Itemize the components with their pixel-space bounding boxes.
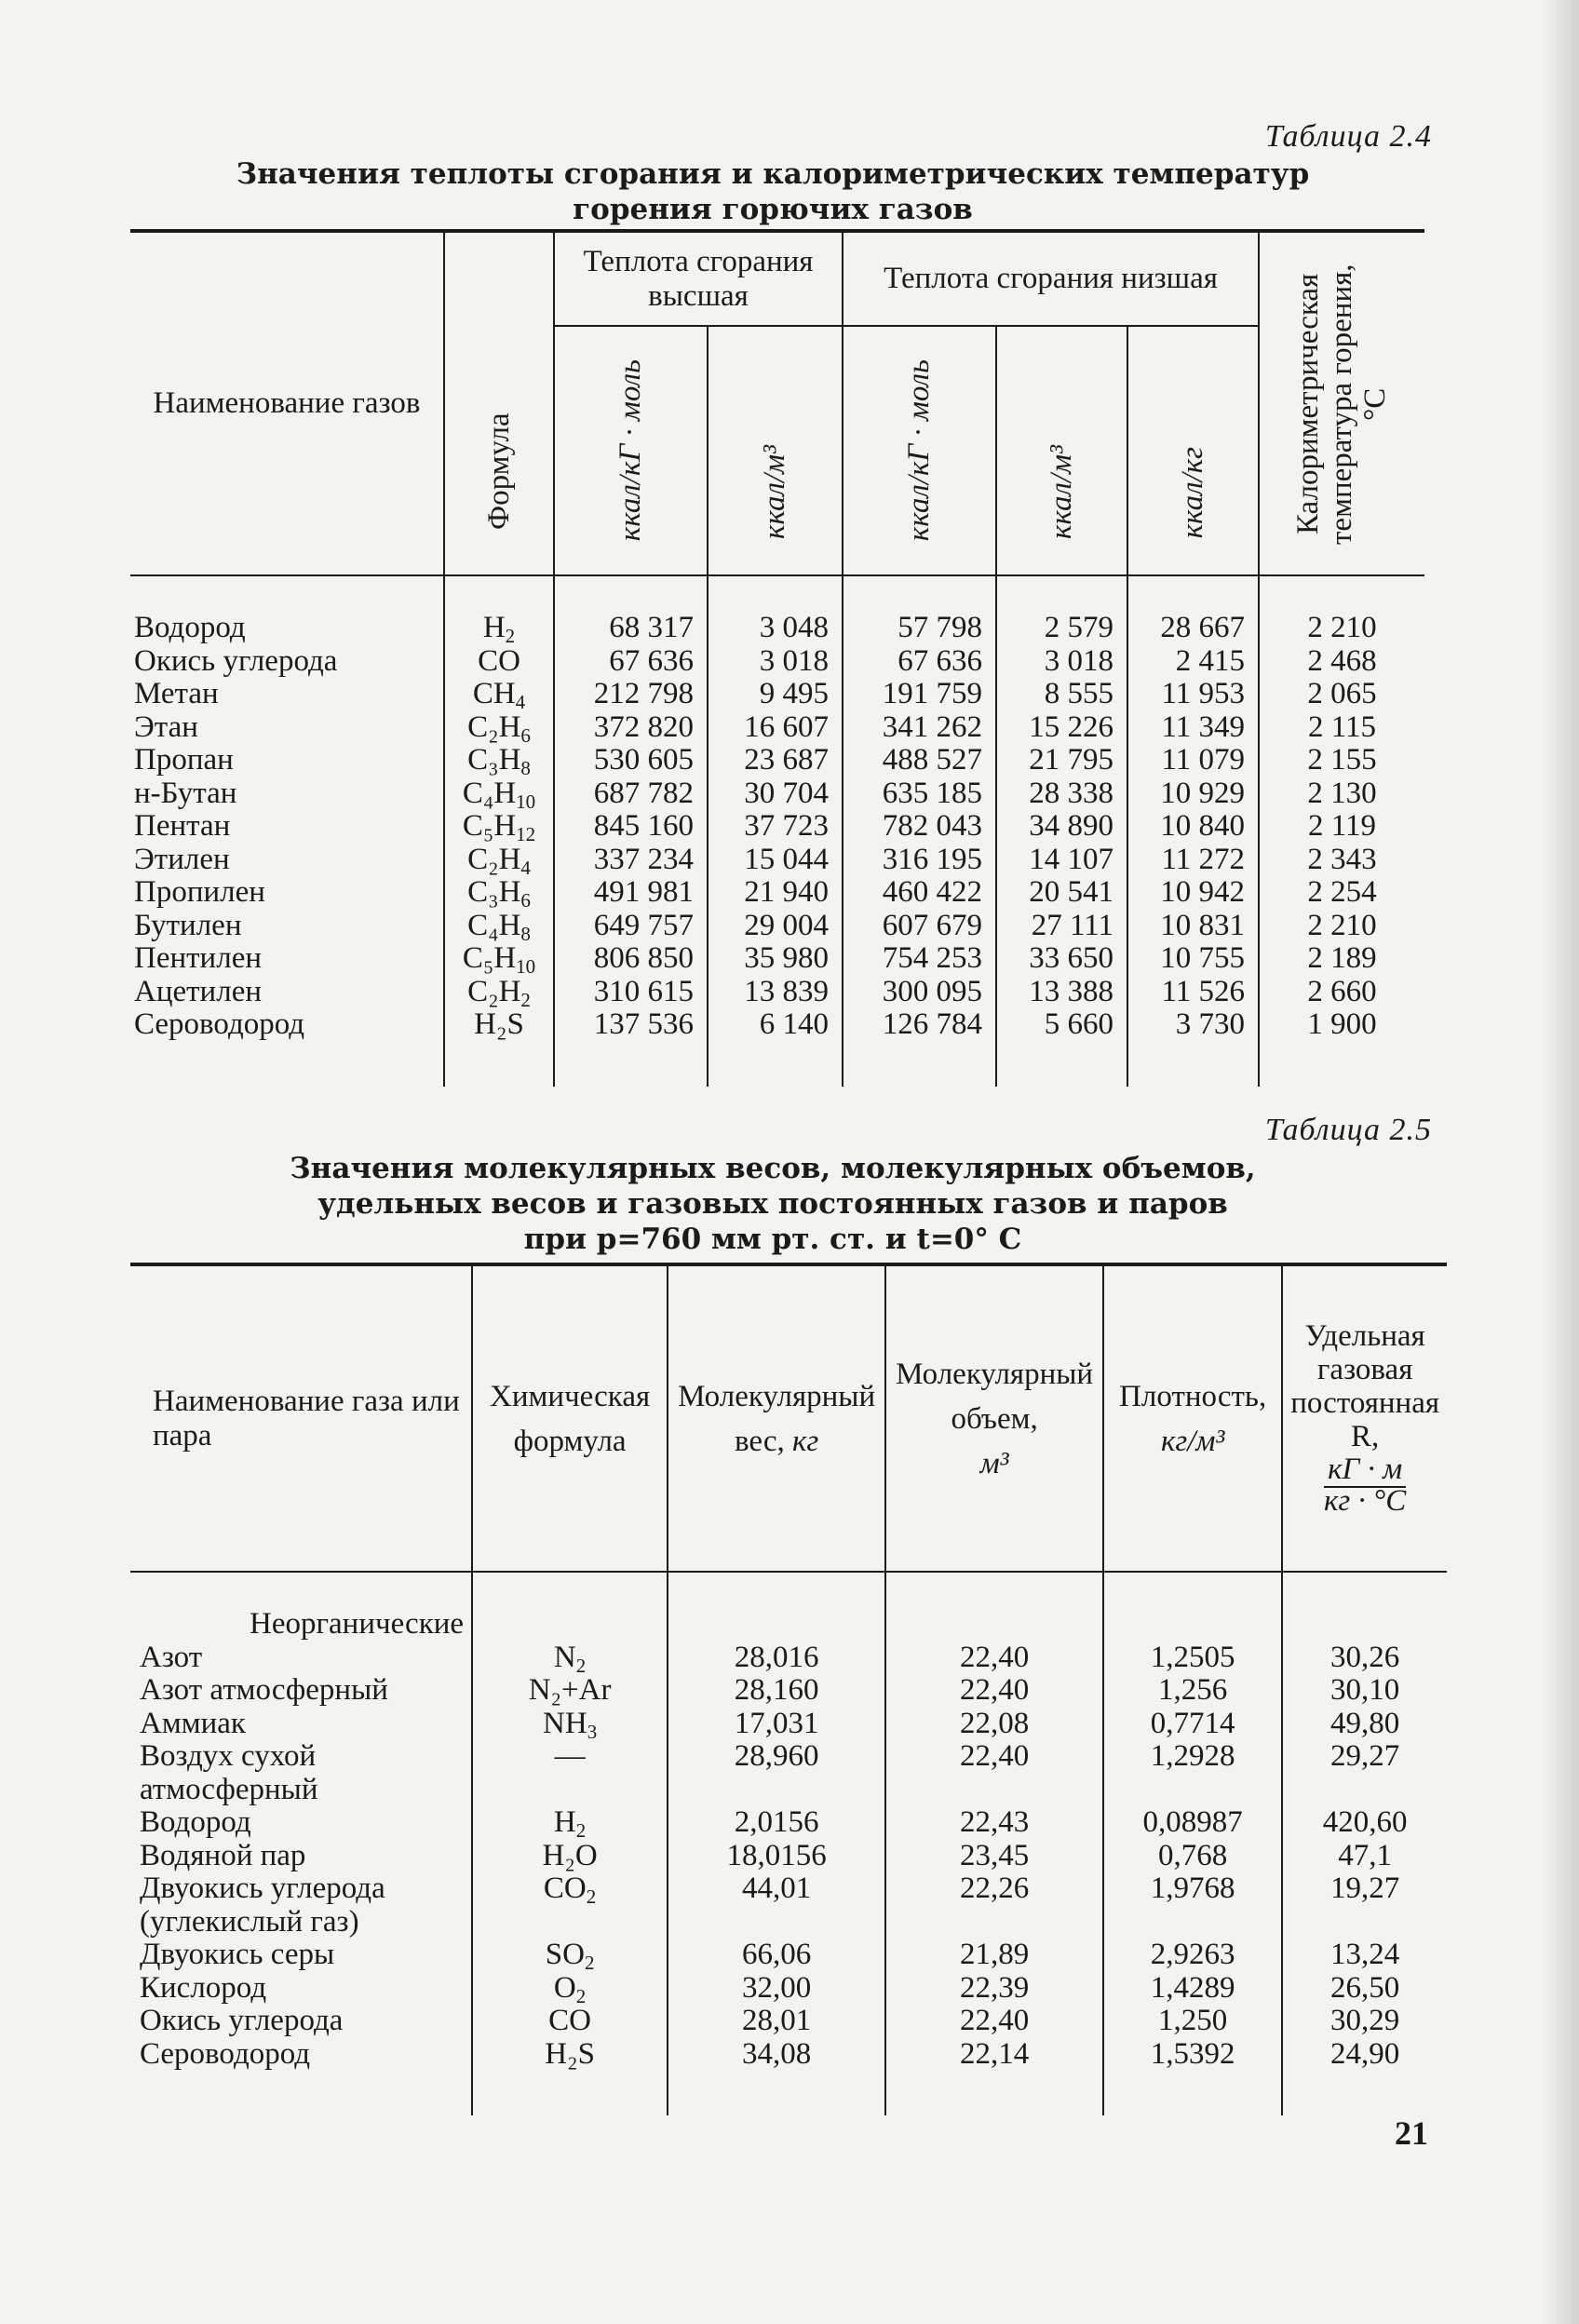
header-chemical-formula: Химическая формула <box>472 1264 668 1572</box>
empty-cell <box>885 1572 1103 1642</box>
lower-kcal-per-m3-cell: 2 579 <box>996 575 1127 645</box>
formula-text: CO <box>548 2004 592 2037</box>
higher-kcal-per-m3-cell: 16 607 <box>708 711 843 745</box>
molecular-weight-cell: 17,031 <box>668 1708 885 1741</box>
formula-cell <box>472 1939 668 1972</box>
table-title-2-4 <box>130 156 1415 227</box>
higher-kcal-per-m3-cell: 13 839 <box>708 976 843 1009</box>
molecular-weight-cell: 28,01 <box>668 2005 885 2038</box>
table-row <box>130 1939 1447 1972</box>
formula-subscript: 10 <box>516 790 536 813</box>
lower-kcal-per-kg-cell: 10 840 <box>1127 810 1259 844</box>
molecular-weight-cell: 44,01 <box>668 1872 885 1939</box>
gas-constant-cell: 24,90 <box>1282 2038 1447 2116</box>
higher-kcal-per-mol-cell: 372 820 <box>554 711 708 745</box>
lower-kcal-per-kg-cell: 10 755 <box>1127 942 1259 976</box>
lower-kcal-per-kg-cell: 11 079 <box>1127 744 1259 777</box>
empty-cell <box>668 1572 885 1642</box>
formula-cell <box>444 711 554 745</box>
formula-subscript: 2 <box>586 1885 597 1908</box>
formula-cell <box>444 876 554 910</box>
lower-kcal-per-m3-cell: 20 541 <box>996 876 1127 910</box>
gas-name-cell: Водород <box>140 1805 251 1839</box>
header-lower-kg-unit <box>1127 326 1259 575</box>
formula-text: CH <box>472 677 516 710</box>
formula-text: H <box>482 611 506 644</box>
higher-kcal-per-mol-cell: 530 605 <box>554 744 708 777</box>
formula-cell <box>472 2005 668 2038</box>
empty-cell <box>472 1572 668 1642</box>
gas-constant-unit-denominator: кг · °С <box>1324 1484 1407 1518</box>
gas-constant-cell: 30,10 <box>1282 1674 1447 1708</box>
header-gas-or-vapor-name: Наименование газа или пара <box>130 1264 472 1572</box>
header-lower-mol-unit <box>843 326 996 575</box>
formula-cell <box>472 2038 668 2116</box>
gas-constant-cell: 30,29 <box>1282 2005 1447 2038</box>
gas-name-cell: Пропилен <box>134 875 265 909</box>
formula-subscript: 2 <box>520 988 531 1011</box>
formula-text: H₂O <box>542 1838 598 1872</box>
table-row <box>130 678 1424 711</box>
lower-kcal-per-mol-cell: 300 095 <box>843 976 996 1009</box>
higher-kcal-per-m3-cell: 15 044 <box>708 844 843 877</box>
gas-name-cell: Этилен <box>134 842 230 876</box>
density-cell: 1,256 <box>1103 1674 1282 1708</box>
lower-kcal-per-kg-cell: 10 942 <box>1127 876 1259 910</box>
table-row <box>130 1008 1424 1087</box>
calorimetric-temp-cell: 2 210 <box>1259 575 1424 645</box>
table-row <box>130 942 1424 976</box>
lower-kcal-per-mol-cell: 782 043 <box>843 810 996 844</box>
lower-kcal-per-m3-cell: 13 388 <box>996 976 1127 1009</box>
lower-kcal-per-m3-cell: 14 107 <box>996 844 1127 877</box>
lower-kcal-per-mol-cell: 488 527 <box>843 744 996 777</box>
calorimetric-temp-cell: 2 189 <box>1259 942 1424 976</box>
gas-name-cell: Пентилен <box>134 941 262 975</box>
higher-kcal-per-mol-cell: 806 850 <box>554 942 708 976</box>
molecular-volume-cell: 22,39 <box>885 1972 1103 2006</box>
lower-kcal-per-mol-cell: 57 798 <box>843 575 996 645</box>
unit-kg: кг <box>791 1424 819 1458</box>
lower-kcal-per-kg-cell: 28 667 <box>1127 575 1259 645</box>
gas-name-cell: Кислород <box>140 1970 267 2005</box>
gas-name-cell: Азот <box>140 1640 203 1674</box>
header-higher-heat: Теплота сгорания высшая <box>554 231 843 326</box>
lower-kcal-per-m3-cell: 28 338 <box>996 777 1127 811</box>
lower-kcal-per-kg-cell: 10 929 <box>1127 777 1259 811</box>
density-cell: 1,9768 <box>1103 1872 1282 1939</box>
lower-kcal-per-m3-cell: 33 650 <box>996 942 1127 976</box>
header-molecular-volume-label: Молекулярный объем, <box>896 1357 1094 1436</box>
unit-kg-per-m3: кг/м³ <box>1160 1424 1225 1458</box>
formula-subscript: 2 <box>575 1984 587 2007</box>
header-higher-m3-unit <box>708 326 843 575</box>
lower-kcal-per-mol-cell: 67 636 <box>843 645 996 679</box>
table-title-line: горения горючих газов <box>573 193 973 226</box>
higher-kcal-per-m3-cell: 30 704 <box>708 777 843 811</box>
calorimetric-temp-cell: 1 900 <box>1259 1008 1424 1087</box>
gas-constant-cell: 29,27 <box>1282 1740 1447 1806</box>
unit-kcal-per-kg-mol: ккал/кГ · моль <box>614 359 647 542</box>
group-label-cell: Неорганические <box>250 1607 465 1641</box>
higher-kcal-per-mol-cell: 68 317 <box>554 575 708 645</box>
gas-constant-cell: 49,80 <box>1282 1708 1447 1741</box>
density-cell: 0,08987 <box>1103 1806 1282 1840</box>
formula-text: NH <box>543 1706 587 1740</box>
gas-name-cell: Аммиак <box>140 1706 246 1740</box>
formula-cell <box>472 1708 668 1741</box>
group-row <box>130 1572 1447 1642</box>
molecular-weight-cell: 66,06 <box>668 1939 885 1972</box>
header-gas-constant-label: Удельная газовая постоянная R, <box>1290 1319 1440 1453</box>
lower-kcal-per-mol-cell: 635 185 <box>843 777 996 811</box>
density-cell: 0,7714 <box>1103 1708 1282 1741</box>
table-body <box>130 1572 1447 2115</box>
formula-subscript: 3 <box>587 1720 598 1743</box>
calorimetric-temp-cell: 2 660 <box>1259 976 1424 1009</box>
formula-text: C₃H <box>467 875 521 909</box>
calorimetric-temp-cell: 2 468 <box>1259 645 1424 679</box>
density-cell: 1,250 <box>1103 2005 1282 2038</box>
lower-kcal-per-mol-cell: 460 422 <box>843 876 996 910</box>
density-cell: 1,2505 <box>1103 1642 1282 1675</box>
higher-kcal-per-mol-cell: 491 981 <box>554 876 708 910</box>
molecular-volume-cell: 22,40 <box>885 1740 1103 1806</box>
header-lower-m3-unit <box>996 326 1127 575</box>
header-density-label: Плотность, <box>1119 1379 1267 1413</box>
higher-kcal-per-mol-cell: 337 234 <box>554 844 708 877</box>
table-row <box>130 1642 1447 1675</box>
lower-kcal-per-m3-cell: 15 226 <box>996 711 1127 745</box>
formula-text: N <box>553 1640 576 1674</box>
table-row <box>130 1708 1447 1741</box>
calorimetric-temp-cell: 2 254 <box>1259 876 1424 910</box>
gas-constant-cell: 13,24 <box>1282 1939 1447 1972</box>
lower-kcal-per-mol-cell: 316 195 <box>843 844 996 877</box>
formula-text: H <box>553 1805 576 1839</box>
table-caption-2-4: Таблица 2.4 <box>1264 119 1432 154</box>
gas-name-cell: Воздух сухой атмосферный <box>140 1739 318 1806</box>
formula-subscript: 2 <box>505 625 516 647</box>
formula-cell <box>444 678 554 711</box>
lower-kcal-per-m3-cell: 27 111 <box>996 910 1127 943</box>
formula-text: CO <box>543 1871 587 1905</box>
higher-kcal-per-mol-cell: 845 160 <box>554 810 708 844</box>
formula-cell <box>444 1008 554 1087</box>
lower-kcal-per-mol-cell: 126 784 <box>843 1008 996 1087</box>
header-molecular-weight-label: Молекулярный вес, <box>678 1379 876 1458</box>
molecular-weight-cell: 18,0156 <box>668 1840 885 1873</box>
table-row <box>130 844 1424 877</box>
molecular-weight-cell: 2,0156 <box>668 1806 885 1840</box>
formula-cell <box>444 777 554 811</box>
gas-name-cell: Азот атмосферный <box>140 1673 388 1707</box>
higher-kcal-per-m3-cell: 9 495 <box>708 678 843 711</box>
calorimetric-temp-cell: 2 119 <box>1259 810 1424 844</box>
header-gas-name: Наименование газов <box>130 231 444 575</box>
higher-kcal-per-mol-cell: 687 782 <box>554 777 708 811</box>
formula-cell <box>472 1674 668 1708</box>
formula-cell <box>444 575 554 645</box>
table-row <box>130 711 1424 745</box>
gas-name-cell: Пропан <box>134 743 234 777</box>
formula-subscript: 2 <box>575 1654 587 1677</box>
higher-kcal-per-mol-cell: 212 798 <box>554 678 708 711</box>
table-row <box>130 1872 1447 1939</box>
formula-text: C₂H <box>467 709 521 744</box>
formula-text: C₅H <box>462 809 517 843</box>
table-row <box>130 777 1424 811</box>
heat-of-combustion-table <box>130 229 1424 1087</box>
molecular-volume-cell: 23,45 <box>885 1840 1103 1873</box>
higher-kcal-per-m3-cell: 3 018 <box>708 645 843 679</box>
formula-text: C₃H <box>467 743 521 777</box>
formula-cell <box>472 1872 668 1939</box>
molecular-volume-cell: 22,40 <box>885 1642 1103 1675</box>
formula-cell <box>472 1806 668 1840</box>
formula-cell <box>472 1972 668 2006</box>
scan-edge-shadow <box>1542 0 1579 2324</box>
formula-text: C₄H <box>462 776 517 810</box>
density-cell: 1,2928 <box>1103 1740 1282 1806</box>
gas-name-cell: Окись углерода <box>134 643 338 678</box>
table-row <box>130 2005 1447 2038</box>
calorimetric-temp-cell: 2 065 <box>1259 678 1424 711</box>
gas-name-cell: Сероводород <box>140 2036 311 2071</box>
formula-subscript: 2 <box>575 1819 587 1842</box>
lower-kcal-per-m3-cell: 5 660 <box>996 1008 1127 1087</box>
lower-kcal-per-kg-cell: 11 349 <box>1127 711 1259 745</box>
lower-kcal-per-kg-cell: 11 953 <box>1127 678 1259 711</box>
formula-cell <box>444 844 554 877</box>
lower-kcal-per-mol-cell: 754 253 <box>843 942 996 976</box>
higher-kcal-per-mol-cell: 310 615 <box>554 976 708 1009</box>
gas-name-cell: Ацетилен <box>134 974 262 1008</box>
lower-kcal-per-kg-cell: 10 831 <box>1127 910 1259 943</box>
molecular-volume-cell: 22,40 <box>885 1674 1103 1708</box>
table-title-2-5 <box>130 1151 1415 1257</box>
molecular-weight-cell: 28,160 <box>668 1674 885 1708</box>
gas-constant-cell: 19,27 <box>1282 1872 1447 1939</box>
molecular-volume-cell: 21,89 <box>885 1939 1103 1972</box>
formula-text: C₅H <box>462 941 517 975</box>
formula-cell <box>444 942 554 976</box>
molecular-weight-cell: 34,08 <box>668 2038 885 2116</box>
gas-name-cell: Водород <box>134 611 246 644</box>
header-molecular-weight <box>668 1264 885 1572</box>
table-row <box>130 744 1424 777</box>
formula-subscript: 12 <box>516 823 536 845</box>
table-caption-2-5: Таблица 2.5 <box>1264 1113 1432 1147</box>
molecular-volume-cell: 22,43 <box>885 1806 1103 1840</box>
unit-kcal-per-kg: ккал/кг <box>1176 446 1209 539</box>
formula-subscript: 8 <box>520 922 531 945</box>
lower-kcal-per-m3-cell: 21 795 <box>996 744 1127 777</box>
table-row <box>130 2038 1447 2116</box>
page-number: 21 <box>1395 2115 1428 2152</box>
formula-text: SO <box>545 1938 585 1971</box>
density-cell: 0,768 <box>1103 1840 1282 1873</box>
calorimetric-temp-cell: 2 115 <box>1259 711 1424 745</box>
molecular-volume-cell: 22,14 <box>885 2038 1103 2116</box>
lower-kcal-per-kg-cell: 3 730 <box>1127 1008 1259 1087</box>
higher-kcal-per-mol-cell: 137 536 <box>554 1008 708 1087</box>
formula-cell <box>444 910 554 943</box>
header-calorimetric-temp <box>1259 231 1424 575</box>
header-gas-constant <box>1282 1264 1447 1572</box>
formula-cell <box>472 1840 668 1873</box>
formula-text: H₂S <box>474 1007 524 1041</box>
formula-cell <box>444 744 554 777</box>
formula-text: C₂H <box>467 974 521 1008</box>
gas-name-cell: Двуокись углерода (углекислый газ) <box>140 1871 385 1939</box>
higher-kcal-per-m3-cell: 6 140 <box>708 1008 843 1087</box>
table-row <box>130 810 1424 844</box>
density-cell: 1,4289 <box>1103 1972 1282 2006</box>
higher-kcal-per-m3-cell: 35 980 <box>708 942 843 976</box>
lower-kcal-per-kg-cell: 2 415 <box>1127 645 1259 679</box>
formula-subscript: 6 <box>520 723 531 747</box>
unit-kcal-per-m3: ккал/м³ <box>758 445 791 540</box>
molecular-weight-cell: 32,00 <box>668 1972 885 2006</box>
lower-kcal-per-mol-cell: 607 679 <box>843 910 996 943</box>
table-row <box>130 976 1424 1009</box>
unit-kcal-per-m3: ккал/м³ <box>1045 445 1078 540</box>
lower-kcal-per-mol-cell: 341 262 <box>843 711 996 745</box>
formula-text: — <box>554 1739 586 1773</box>
formula-subscript: 6 <box>520 889 531 912</box>
formula-text: O <box>553 1970 576 2005</box>
calorimetric-temp-cell: 2 343 <box>1259 844 1424 877</box>
table-title-line: при p=760 мм рт. ст. и t=0° С <box>523 1223 1022 1256</box>
higher-kcal-per-m3-cell: 3 048 <box>708 575 843 645</box>
molecular-volume-cell: 22,08 <box>885 1708 1103 1741</box>
table-row <box>130 645 1424 679</box>
formula-text: C₄H <box>467 908 521 942</box>
formula-subscript: 2 <box>584 1952 595 1974</box>
table-row <box>130 1674 1447 1708</box>
formula-text: CO <box>478 643 520 678</box>
calorimetric-temp-cell: 2 155 <box>1259 744 1424 777</box>
density-cell: 1,5392 <box>1103 2038 1282 2116</box>
header-density <box>1103 1264 1282 1572</box>
gas-name-cell: Этан <box>134 709 198 744</box>
higher-kcal-per-mol-cell: 649 757 <box>554 910 708 943</box>
higher-kcal-per-m3-cell: 29 004 <box>708 910 843 943</box>
unit-m3: м³ <box>979 1446 1009 1480</box>
table-title-line: Значения теплоты сгорания и калориметрических температур <box>236 157 1310 191</box>
calorimetric-temp-cell: 2 130 <box>1259 777 1424 811</box>
formula-cell <box>444 976 554 1009</box>
formula-cell <box>444 810 554 844</box>
gas-constant-unit-fraction <box>1324 1453 1406 1517</box>
lower-kcal-per-m3-cell: 8 555 <box>996 678 1127 711</box>
molecular-volume-cell: 22,26 <box>885 1872 1103 1939</box>
lower-kcal-per-m3-cell: 3 018 <box>996 645 1127 679</box>
gas-name-cell: Пентан <box>134 809 231 843</box>
header-calorimetric-temp-text: Калориметрическая температура горения, °С <box>1290 263 1392 545</box>
gas-name-cell: н-Бутан <box>134 776 237 810</box>
higher-kcal-per-m3-cell: 37 723 <box>708 810 843 844</box>
table-row <box>130 876 1424 910</box>
table-row <box>130 1972 1447 2006</box>
formula-subscript: 4 <box>515 691 526 713</box>
higher-kcal-per-m3-cell: 23 687 <box>708 744 843 777</box>
formula-subscript: 8 <box>520 757 531 779</box>
table-row <box>130 910 1424 943</box>
formula-cell <box>444 645 554 679</box>
empty-cell <box>1103 1572 1282 1642</box>
formula-text: H₂S <box>545 2036 595 2071</box>
header-molecular-volume <box>885 1264 1103 1572</box>
header-lower-heat: Теплота сгорания низшая <box>843 231 1259 326</box>
formula-subscript: 4 <box>520 856 531 879</box>
gas-constant-unit-numerator: кГ · м <box>1324 1452 1406 1488</box>
gas-constant-cell: 47,1 <box>1282 1840 1447 1873</box>
header-formula-text: Формула <box>481 412 516 530</box>
molecular-weight-cell: 28,960 <box>668 1740 885 1806</box>
formula-cell <box>472 1642 668 1675</box>
table-title-line: Значения молекулярных весов, молекулярных объемов, <box>290 1152 1256 1185</box>
table-title-line: удельных весов и газовых постоянных газов и паров <box>317 1187 1228 1221</box>
higher-kcal-per-mol-cell: 67 636 <box>554 645 708 679</box>
formula-text: N₂+Ar <box>528 1673 612 1707</box>
gas-name-cell: Метан <box>134 677 219 710</box>
calorimetric-temp-cell: 2 210 <box>1259 910 1424 943</box>
lower-kcal-per-kg-cell: 11 526 <box>1127 976 1259 1009</box>
table-row <box>130 1840 1447 1873</box>
empty-cell <box>1282 1572 1447 1642</box>
gas-name-cell: Сероводород <box>134 1007 305 1041</box>
lower-kcal-per-mol-cell: 191 759 <box>843 678 996 711</box>
header-higher-mol-unit <box>554 326 708 575</box>
gas-constant-cell: 420,60 <box>1282 1806 1447 1840</box>
molecular-weights-table <box>130 1263 1447 2115</box>
molecular-weight-cell: 28,016 <box>668 1642 885 1675</box>
gas-constant-cell: 26,50 <box>1282 1972 1447 2006</box>
table-row <box>130 575 1424 645</box>
table-row <box>130 1740 1447 1806</box>
table-row <box>130 1806 1447 1840</box>
gas-name-cell: Бутилен <box>134 908 242 942</box>
higher-kcal-per-m3-cell: 21 940 <box>708 876 843 910</box>
lower-kcal-per-m3-cell: 34 890 <box>996 810 1127 844</box>
header-formula <box>444 231 554 575</box>
formula-cell <box>472 1740 668 1806</box>
table-body <box>130 575 1424 1087</box>
gas-name-cell: Двуокись серы <box>140 1938 335 1971</box>
molecular-volume-cell: 22,40 <box>885 2005 1103 2038</box>
unit-kcal-per-kg-mol: ккал/кГ · моль <box>902 359 936 542</box>
lower-kcal-per-kg-cell: 11 272 <box>1127 844 1259 877</box>
formula-subscript: 10 <box>516 955 536 978</box>
gas-constant-cell: 30,26 <box>1282 1642 1447 1675</box>
density-cell: 2,9263 <box>1103 1939 1282 1972</box>
gas-name-cell: Водяной пар <box>140 1838 306 1872</box>
gas-name-cell: Окись углерода <box>140 2004 344 2037</box>
formula-text: C₂H <box>467 842 521 876</box>
